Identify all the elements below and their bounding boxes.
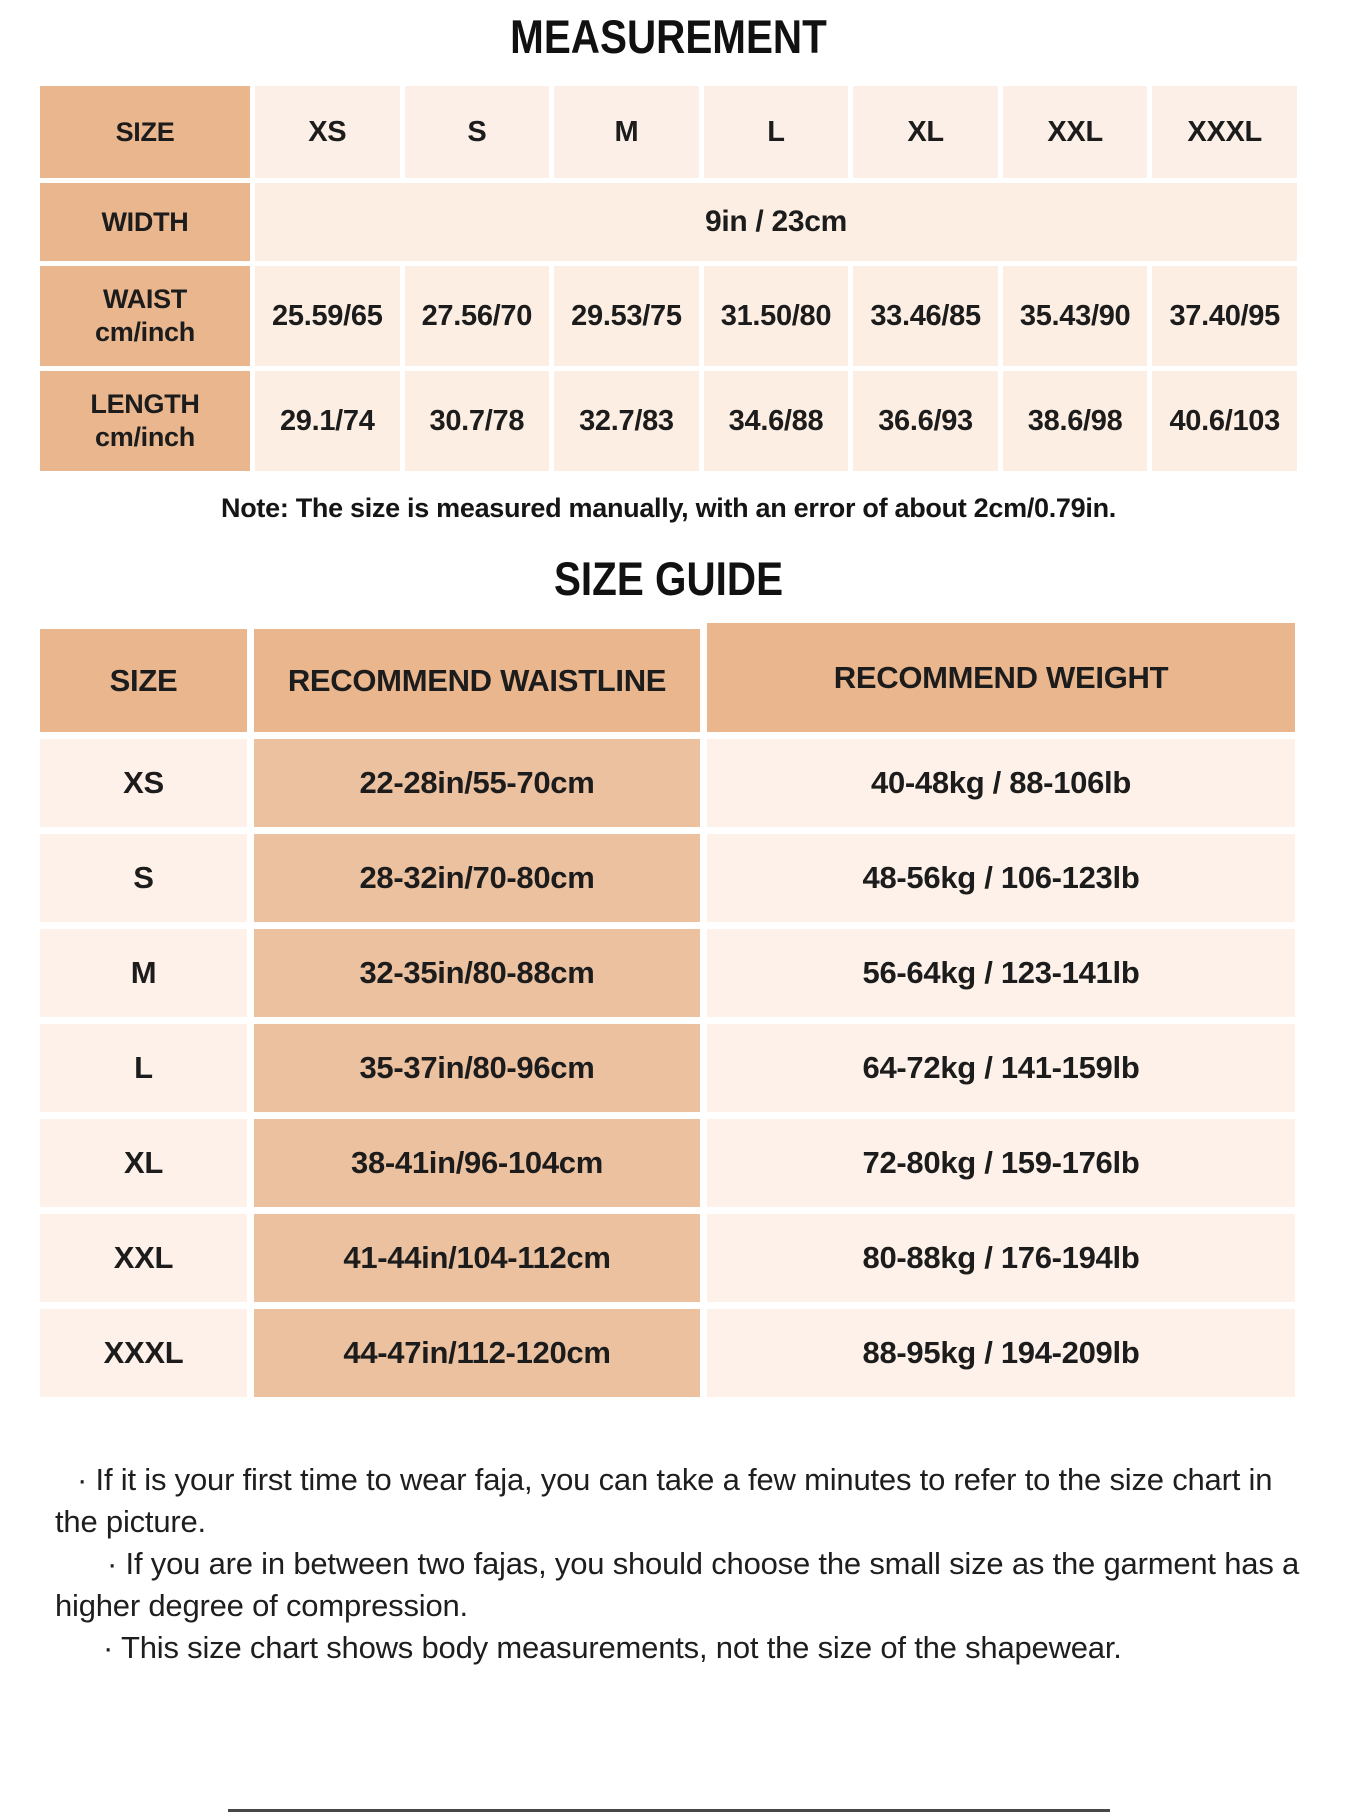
waist-value-cell: 33.46/85 bbox=[853, 266, 998, 366]
size-guide-row bbox=[40, 739, 1295, 827]
waist-value-cell: 27.56/70 bbox=[405, 266, 550, 366]
width-value-cell: 9in / 23cm bbox=[255, 183, 1297, 261]
length-value-cell: 40.6/103 bbox=[1152, 371, 1297, 471]
measurement-table bbox=[40, 86, 1297, 471]
size-guide-row bbox=[40, 1024, 1295, 1112]
length-label: LENGTH bbox=[90, 389, 200, 419]
waist-label: WAIST bbox=[103, 284, 187, 314]
length-value-cell: 36.6/93 bbox=[853, 371, 998, 471]
size-cell: XXL bbox=[40, 1214, 247, 1302]
waistline-cell: 28-32in/70-80cm bbox=[254, 834, 700, 922]
length-value-cell: 32.7/83 bbox=[554, 371, 699, 471]
note-first-time: · If it is your first time to wear faja, you can take a few minutes to refer to the size chart in the picture. bbox=[55, 1462, 1273, 1539]
size-col-header: XXL bbox=[1003, 86, 1148, 178]
size-col-header: M bbox=[554, 86, 699, 178]
waistline-cell: 41-44in/104-112cm bbox=[254, 1214, 700, 1302]
waist-value-cell: 35.43/90 bbox=[1003, 266, 1148, 366]
size-col-header: XXXL bbox=[1152, 86, 1297, 178]
size-col-header: L bbox=[704, 86, 849, 178]
length-label-cell bbox=[40, 371, 250, 471]
weight-cell: 72-80kg / 159-176lb bbox=[707, 1119, 1295, 1207]
waist-value-cell: 29.53/75 bbox=[554, 266, 699, 366]
measurement-note: Note: The size is measured manually, with an error of about 2cm/0.79in. bbox=[221, 493, 1116, 523]
weight-cell: 48-56kg / 106-123lb bbox=[707, 834, 1295, 922]
size-col-header: XS bbox=[255, 86, 400, 178]
usage-notes bbox=[55, 1459, 1310, 1669]
size-col-header: S bbox=[405, 86, 550, 178]
page-content bbox=[40, 12, 1297, 1397]
size-guide-header-row bbox=[40, 629, 1295, 732]
note-between-sizes: · If you are in between two fajas, you should choose the small size as the garment has a higher degree of compression. bbox=[55, 1546, 1300, 1623]
size-cell: XXXL bbox=[40, 1309, 247, 1397]
measurement-title: MEASUREMENT bbox=[510, 10, 827, 63]
size-guide-col-waistline: RECOMMEND WAISTLINE bbox=[254, 629, 700, 732]
waistline-cell: 32-35in/80-88cm bbox=[254, 929, 700, 1017]
size-cell: S bbox=[40, 834, 247, 922]
length-value-cell: 30.7/78 bbox=[405, 371, 550, 471]
width-label-cell: WIDTH bbox=[40, 183, 250, 261]
waistline-cell: 38-41in/96-104cm bbox=[254, 1119, 700, 1207]
weight-cell: 64-72kg / 141-159lb bbox=[707, 1024, 1295, 1112]
waist-unit: cm/inch bbox=[95, 317, 195, 347]
waistline-cell: 35-37in/80-96cm bbox=[254, 1024, 700, 1112]
length-unit: cm/inch bbox=[95, 422, 195, 452]
size-cell: L bbox=[40, 1024, 247, 1112]
size-guide-col-size: SIZE bbox=[40, 629, 247, 732]
size-cell: XL bbox=[40, 1119, 247, 1207]
length-value-cell: 38.6/98 bbox=[1003, 371, 1148, 471]
waist-value-cell: 31.50/80 bbox=[704, 266, 849, 366]
size-cell: XS bbox=[40, 739, 247, 827]
waistline-cell: 22-28in/55-70cm bbox=[254, 739, 700, 827]
size-guide-row bbox=[40, 929, 1295, 1017]
length-value-cell: 34.6/88 bbox=[704, 371, 849, 471]
waistline-cell: 44-47in/112-120cm bbox=[254, 1309, 700, 1397]
note-body-measurements: · This size chart shows body measurements, not the size of the shapewear. bbox=[103, 1630, 1122, 1665]
weight-cell: 80-88kg / 176-194lb bbox=[707, 1214, 1295, 1302]
size-guide-row bbox=[40, 1214, 1295, 1302]
size-cell: M bbox=[40, 929, 247, 1017]
length-value-cell: 29.1/74 bbox=[255, 371, 400, 471]
size-guide-row bbox=[40, 1119, 1295, 1207]
weight-cell: 40-48kg / 88-106lb bbox=[707, 739, 1295, 827]
size-guide-col-weight: RECOMMEND WEIGHT bbox=[707, 623, 1295, 732]
size-guide-row bbox=[40, 834, 1295, 922]
size-col-header: XL bbox=[853, 86, 998, 178]
size-guide-table bbox=[40, 629, 1295, 1397]
waist-value-cell: 25.59/65 bbox=[255, 266, 400, 366]
size-guide-title: SIZE GUIDE bbox=[553, 552, 784, 605]
waist-value-cell: 37.40/95 bbox=[1152, 266, 1297, 366]
weight-cell: 88-95kg / 194-209lb bbox=[707, 1309, 1295, 1397]
size-guide-row bbox=[40, 1309, 1295, 1397]
size-header-cell: SIZE bbox=[40, 86, 250, 178]
weight-cell: 56-64kg / 123-141lb bbox=[707, 929, 1295, 1017]
waist-label-cell bbox=[40, 266, 250, 366]
